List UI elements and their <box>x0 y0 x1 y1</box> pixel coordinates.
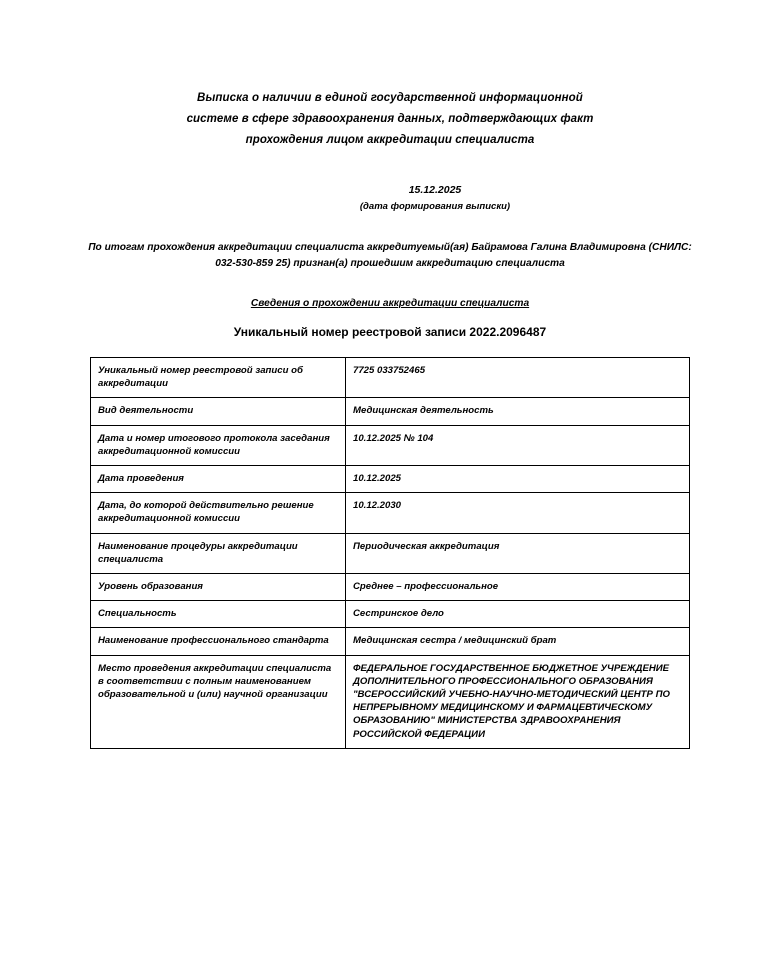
row-label: Специальность <box>91 601 346 628</box>
row-label: Вид деятельности <box>91 398 346 425</box>
page-title-line-3: прохождения лицом аккредитации специалиста <box>245 134 535 146</box>
row-value: 10.12.2025 <box>346 466 690 493</box>
page-title-line-1: Выписка о наличии в единой государственной информационной <box>197 92 583 104</box>
issue-date-block <box>0 183 780 214</box>
row-value: Медицинская деятельность <box>346 398 690 425</box>
row-value: Сестринское дело <box>346 601 690 628</box>
table-row <box>91 533 690 573</box>
row-value: Медицинская сестра / медицинский брат <box>346 628 690 655</box>
row-label: Наименование процедуры аккредитации специалиста <box>91 533 346 573</box>
page-title-line-2: системе в сфере здравоохранения данных, подтверждающих факт <box>186 113 594 125</box>
table-row <box>91 493 690 533</box>
summary-line-1: По итогам прохождения аккредитации специалиста аккредитуемый(ая) Байрамова Галина Владимировна (СНИЛС: <box>88 242 692 253</box>
accreditation-details-table <box>90 357 690 749</box>
row-label: Дата, до которой действительно решение аккредитационной комиссии <box>91 493 346 533</box>
row-value: Периодическая аккредитация <box>346 533 690 573</box>
row-label: Наименование профессионального стандарта <box>91 628 346 655</box>
row-label: Уровень образования <box>91 574 346 601</box>
issue-date-caption: (дата формирования выписки) <box>359 201 511 212</box>
row-label: Уникальный номер реестровой записи об аккредитации <box>91 358 346 398</box>
row-value: 7725 033752465 <box>346 358 690 398</box>
table-row <box>91 398 690 425</box>
row-label: Дата проведения <box>91 466 346 493</box>
table-row <box>91 358 690 398</box>
row-value: Среднее – профессиональное <box>346 574 690 601</box>
table-row <box>91 601 690 628</box>
row-label: Дата и номер итогового протокола заседания аккредитационной комиссии <box>91 425 346 465</box>
table-row <box>91 574 690 601</box>
section-heading: Сведения о прохождении аккредитации специалиста <box>250 298 530 309</box>
table-row <box>91 655 690 748</box>
row-value: 10.12.2025 № 104 <box>346 425 690 465</box>
table-row <box>91 425 690 465</box>
row-value: ФЕДЕРАЛЬНОЕ ГОСУДАРСТВЕННОЕ БЮДЖЕТНОЕ УЧРЕЖДЕНИЕ ДОПОЛНИТЕЛЬНОГО ПРОФЕССИОНАЛЬНОГО ОБРАЗОВАНИЯ "ВСЕРОССИЙСКИЙ УЧЕБНО-НАУЧНО-МЕТОДИЧЕСКИЙ ЦЕНТР ПО НЕПРЕРЫВНОМУ МЕДИЦИНСКОМУ И ФАРМАЦЕВТИЧЕСКОМУ ОБРАЗОВАНИЮ" МИНИСТЕРСТВА ЗДРАВООХРАНЕНИЯ РОССИЙСКОЙ ФЕДЕРАЦИИ <box>346 655 690 748</box>
issue-date-value: 15.12.2025 <box>408 184 462 196</box>
row-value: 10.12.2030 <box>346 493 690 533</box>
summary-paragraph <box>88 240 692 272</box>
row-label: Место проведения аккредитации специалиста в соответствии с полным наименованием образовательной и (или) научной организации <box>91 655 346 748</box>
summary-line-2: 032-530-859 25) признан(а) прошедшим аккредитацию специалиста <box>215 258 565 269</box>
document-page <box>0 88 780 978</box>
table-row <box>91 466 690 493</box>
registry-number: Уникальный номер реестровой записи 2022.2096487 <box>233 325 547 339</box>
page-title <box>130 88 650 151</box>
table-row <box>91 628 690 655</box>
